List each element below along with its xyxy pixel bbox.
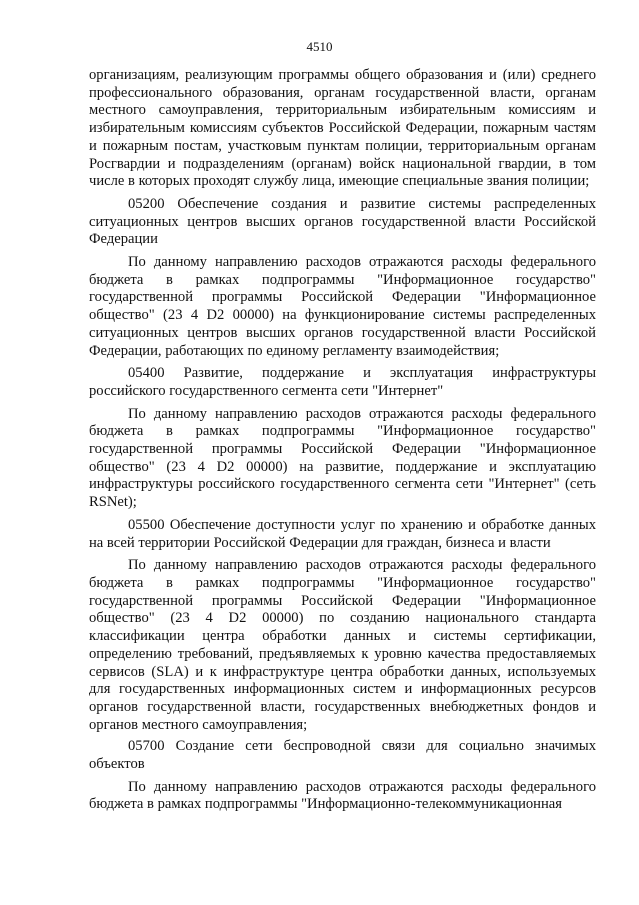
paragraph-05500-description: По данному направлению расходов отражаются расходы федерального бюджета в рамках подпрограммы "Информационное государство" государственной программы Российской Федерации "Информационное общество" (23 4 D2 00000) по созданию национального стандарта классификации центра обработки данных и системы сертификации, определению требований, предъявляемых к уровню качества предоставляемых сервисов (SLA) и к инфраструктуре центра обработки данных, используемых для государственных информационных систем и информационных ресурсов органов государственной власти, государственных внебюджетных фондов и органов местного самоуправления; [89,557,596,733]
section-heading-05200: 05200 Обеспечение создания и развитие системы распределенных ситуационных центров высших органов государственной власти Российской Федерации [89,195,596,248]
paragraph-05400-description: По данному направлению расходов отражаются расходы федерального бюджета в рамках подпрограммы "Информационное государство" государственной программы Российской Федерации "Информационное общество" (23 4 D2 00000) на развитие, поддержание и эксплуатацию инфраструктуры российского государственного сегмента сети "Интернет" (сеть RSNet); [89,405,596,511]
section-heading-05400: 05400 Развитие, поддержание и эксплуатация инфраструктуры российского государственного сегмента сети "Интернет" [89,365,596,399]
section-heading-05700: 05700 Создание сети беспроводной связи для социально значимых объектов [89,738,596,773]
document-body [89,67,596,819]
section-heading-05500: 05500 Обеспечение доступности услуг по хранению и обработке данных на всей территории Российской Федерации для граждан, бизнеса и власти [89,516,596,551]
page-number: 4510 [306,39,333,54]
paragraph-05200-description: По данному направлению расходов отражаются расходы федерального бюджета в рамках подпрограммы "Информационное государство" государственной программы Российской Федерации "Информационное общество" (23 4 D2 00000) на функционирование системы распределенных ситуационных центров высших органов государственной власти Российской Федерации, работающих по единому регламенту взаимодействия; [89,254,596,359]
paragraph-continuation: организациям, реализующим программы общего образования и (или) среднего профессионального образования, органам государственной власти, органам местного самоуправления, территориальным избирательным комиссиям и избирательным комиссиям субъектов Российской Федерации, пожарным частям и пожарным постам, участковым пунктам полиции, территориальным органам Росгвардии и подразделениям (органам) войск национальной гвардии, в том числе в которых проходят службу лица, имеющие специальные звания полиции; [89,67,596,190]
paragraph-05700-description: По данному направлению расходов отражаются расходы федерального бюджета в рамках подпрограммы "Информационно-телекоммуникационная [89,778,596,813]
